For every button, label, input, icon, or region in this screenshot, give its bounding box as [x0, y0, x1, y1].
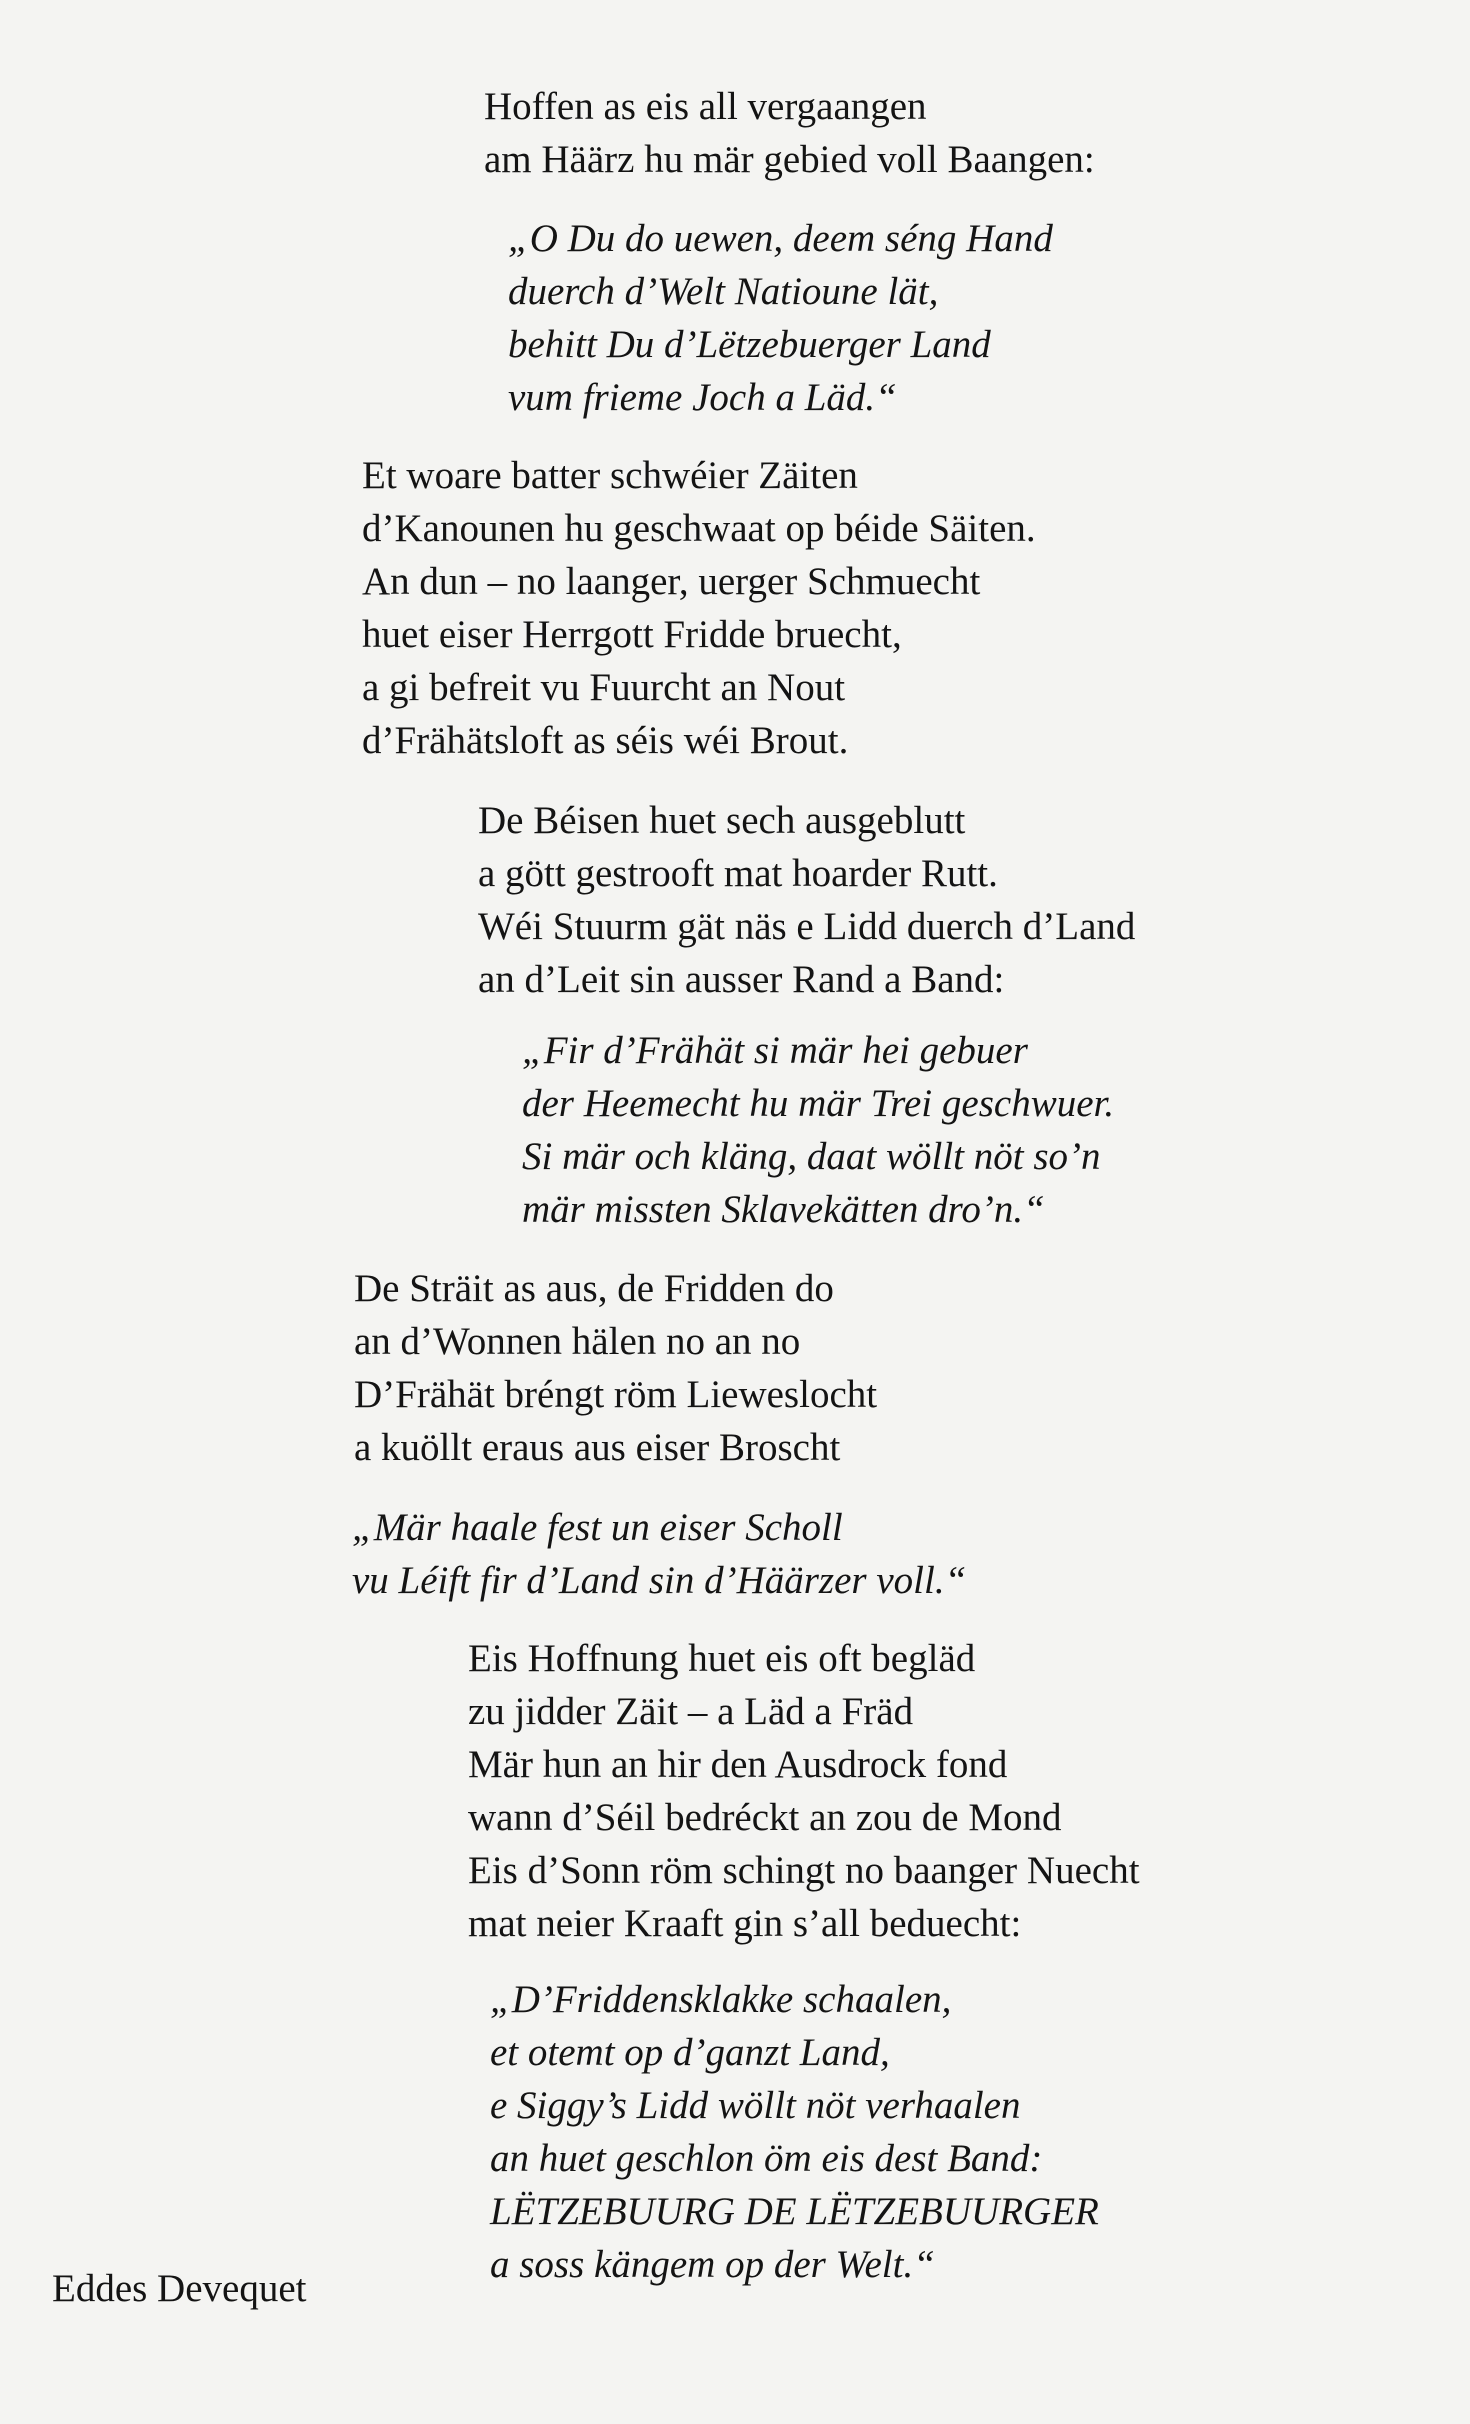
verse-line: „Mär haale fest un eiser Scholl	[352, 1506, 843, 1549]
verse-line: huet eiser Herrgott Fridde bruecht,	[362, 613, 902, 656]
stanza-7	[352, 1501, 966, 1607]
stanza-4	[478, 794, 1135, 1006]
verse-line: e Siggy’s Lidd wöllt nöt verhaalen	[490, 2084, 1021, 2127]
verse-line: LËTZEBUURG DE LËTZEBUURGER	[490, 2190, 1099, 2233]
verse-line: mär missten Sklavekätten dro’n.“	[522, 1188, 1045, 1231]
verse-line: a gött gestrooft mat hoarder Rutt.	[478, 852, 998, 895]
stanza-5	[522, 1024, 1114, 1236]
stanza-8	[468, 1632, 1140, 1950]
verse-line: am Häärz hu mär gebied voll Baangen:	[484, 138, 1095, 181]
verse-line: vum frieme Joch a Läd.“	[508, 376, 897, 419]
verse-line: Et woare batter schwéier Zäiten	[362, 454, 858, 497]
verse-line: an huet geschlon öm eis dest Band:	[490, 2137, 1043, 2180]
author-signature: Eddes Devequet	[52, 2267, 307, 2310]
verse-line: vu Léift fir d’Land sin d’Häärzer voll.“	[352, 1559, 967, 1602]
verse-line: der Heemecht hu mär Trei geschwuer.	[522, 1082, 1115, 1125]
stanza-9	[490, 1973, 1099, 2291]
verse-line: De Sträit as aus, de Fridden do	[354, 1267, 834, 1310]
verse-line: duerch d’Welt Natioune lät,	[508, 270, 939, 313]
verse-line: a kuöllt eraus aus eiser Broscht	[354, 1426, 841, 1469]
verse-line: zu jidder Zäit – a Läd a Fräd	[468, 1690, 914, 1733]
verse-line: an d’Wonnen hälen no an no	[354, 1320, 801, 1363]
verse-line: behitt Du d’Lëtzebuerger Land	[508, 323, 991, 366]
verse-line: An dun – no laanger, uerger Schmuecht	[362, 560, 981, 603]
verse-line: „D’Friddensklakke schaalen,	[490, 1978, 952, 2021]
verse-line: Eis Hoffnung huet eis oft begläd	[468, 1637, 976, 1680]
verse-line: a soss kängem op der Welt.“	[490, 2243, 935, 2286]
verse-line: wann d’Séil bedréckt an zou de Mond	[468, 1796, 1062, 1839]
stanza-6	[354, 1262, 877, 1474]
stanza-3	[362, 449, 1036, 767]
verse-line: Mär hun an hir den Ausdrock fond	[468, 1743, 1008, 1786]
verse-line: „Fir d’Frähät si mär hei gebuer	[522, 1029, 1028, 1072]
verse-line: Eis d’Sonn röm schingt no baanger Nuecht	[468, 1849, 1140, 1892]
verse-line: a gi befreit vu Fuurcht an Nout	[362, 666, 846, 709]
verse-line: Si mär och kläng, daat wöllt nöt so’n	[522, 1135, 1101, 1178]
verse-line: an d’Leit sin ausser Rand a Band:	[478, 958, 1005, 1001]
verse-line: „O Du do uewen, deem séng Hand	[508, 217, 1053, 260]
verse-line: d’Frähätsloft as séis wéi Brout.	[362, 719, 849, 762]
verse-line: Wéi Stuurm gät näs e Lidd duerch d’Land	[478, 905, 1136, 948]
stanza-2	[508, 212, 1053, 424]
verse-line: De Béisen huet sech ausgeblutt	[478, 799, 966, 842]
verse-line: et otemt op d’ganzt Land,	[490, 2031, 890, 2074]
verse-line: mat neier Kraaft gin s’all beduecht:	[468, 1902, 1022, 1945]
verse-line: d’Kanounen hu geschwaat op béide Säiten.	[362, 507, 1036, 550]
stanza-1	[484, 80, 1095, 186]
verse-line: D’Frähät bréngt röm Lieweslocht	[354, 1373, 878, 1416]
verse-line: Hoffen as eis all vergaangen	[484, 85, 927, 128]
